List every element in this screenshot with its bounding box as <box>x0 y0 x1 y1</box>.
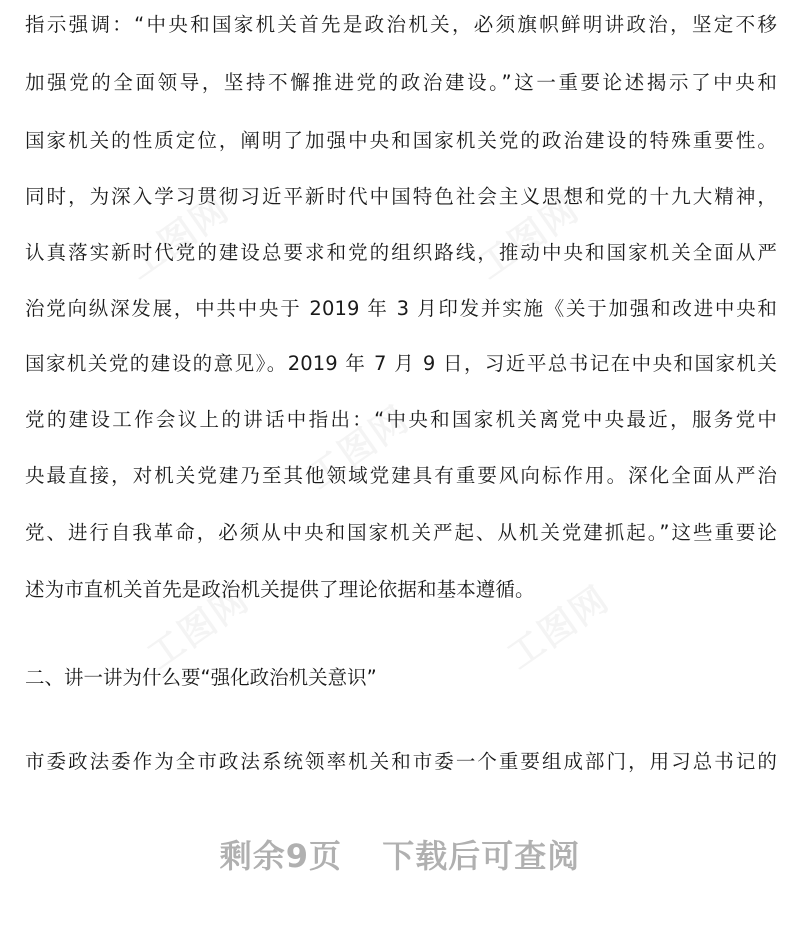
text-line: 党的建设工作会议上的讲话中指出：“中央和国家机关离党中央最近，服务党中 <box>25 408 777 431</box>
watermark: 工图网 <box>140 578 258 678</box>
text-line: 国家机关的性质定位，阐明了加强中央和国家机关党的政治建设的特殊重要性。 <box>25 129 777 152</box>
text-line: 述为市直机关首先是政治机关提供了理论依据和基本遵循。 <box>25 578 535 601</box>
text-line: 同时，为深入学习贯彻习近平新时代中国特色社会主义思想和党的十九大精神， <box>25 185 777 208</box>
text-line: 市委政法委作为全市政法系统领率机关和市委一个重要组成部门，用习总书记的 <box>25 750 777 773</box>
remaining-pages-label: 剩余9页 <box>219 837 343 875</box>
text-line: 治党向纵深发展，中共中央于 2019 年 3 月印发并实施《关于加强和改进中央和 <box>25 297 777 320</box>
text-line: 央最直接，对机关党建乃至其他领域党建具有重要风向标作用。深化全面从严治 <box>25 464 777 487</box>
text-line: 加强党的全面领导，坚持不懈推进党的政治建设。”这一重要论述揭示了中央和 <box>25 71 777 94</box>
text-line: 认真落实新时代党的建设总要求和党的组织路线，推动中央和国家机关全面从严 <box>25 241 777 264</box>
text-line: 党、进行自我革命，必须从中央和国家机关严起、从机关党建抓起。”这些重要论 <box>25 521 777 544</box>
text-line: 国家机关党的建设的意见》。2019 年 7 月 9 日，习近平总书记在中央和国家机关 <box>25 352 777 375</box>
download-to-view-label[interactable]: 下载后可查阅 <box>382 837 581 875</box>
watermark: 工图网 <box>470 188 588 288</box>
text-line: 指示强调：“中央和国家机关首先是政治机关，必须旗帜鲜明讲政治，坚定不移 <box>25 13 777 36</box>
watermark: 工图网 <box>500 578 618 678</box>
download-prompt[interactable] <box>0 836 800 876</box>
section-heading: 二、讲一讲为什么要“强化政治机关意识” <box>25 666 377 689</box>
watermark: 工图网 <box>120 188 238 288</box>
watermark: 工图网 <box>300 398 418 498</box>
